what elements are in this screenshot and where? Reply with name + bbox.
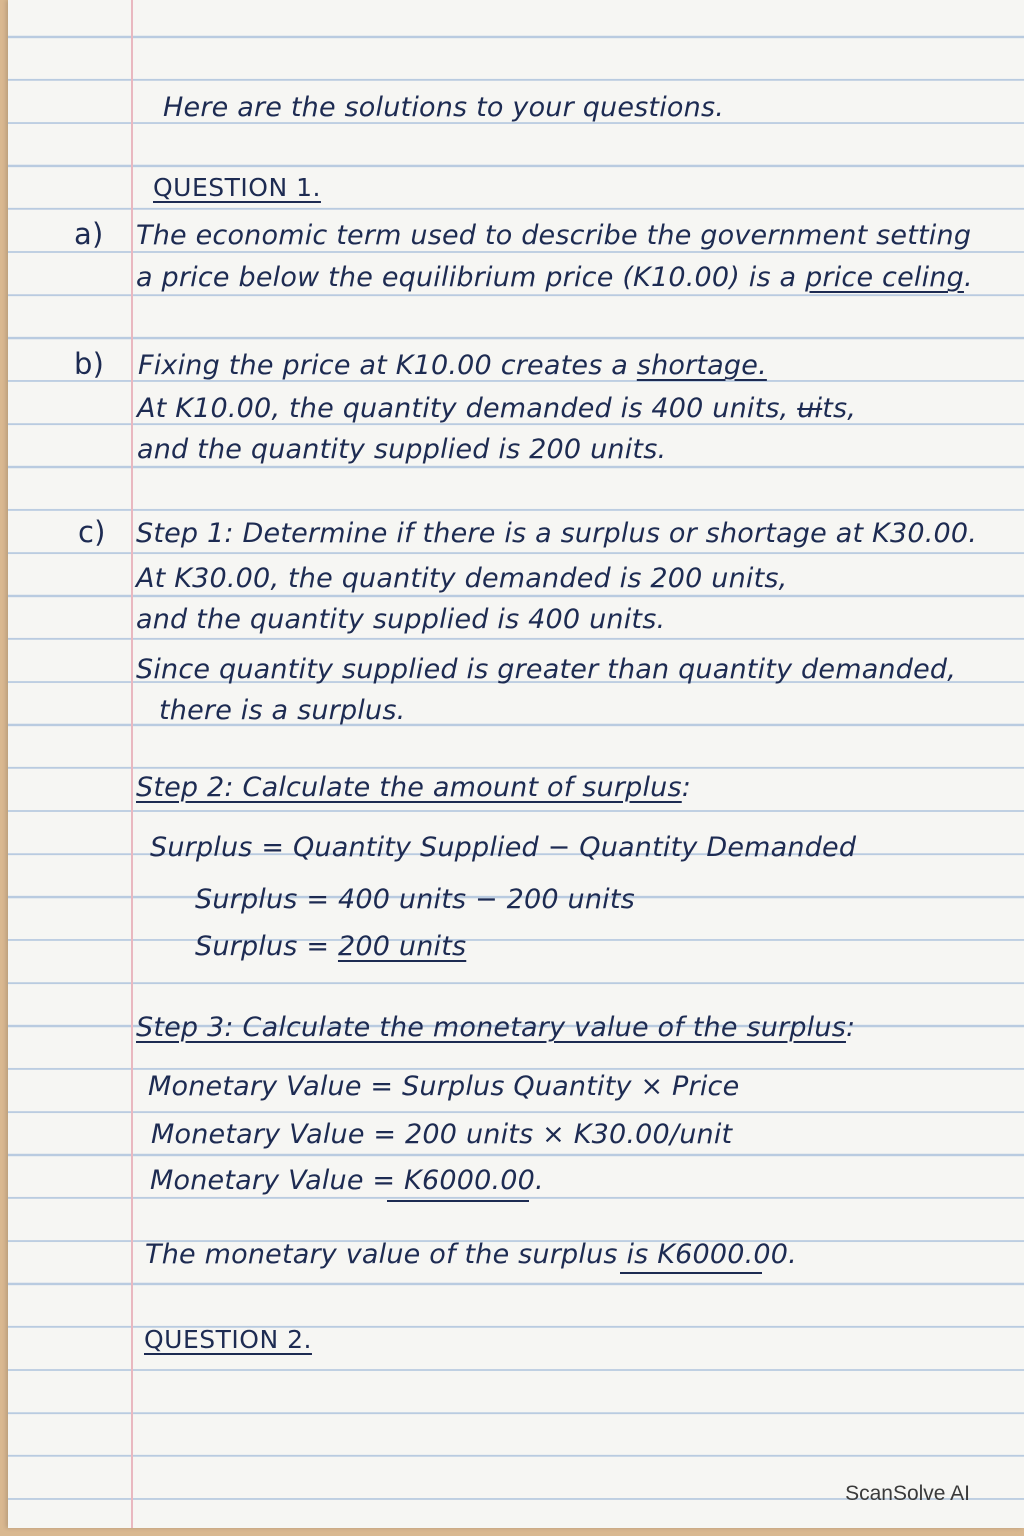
conclusion-underline	[620, 1272, 762, 1274]
step-1-line-5: there is a surplus.	[159, 695, 406, 726]
part-b-text: Fixing the price at K10.00 creates a	[138, 350, 637, 381]
step-2-title	[136, 772, 691, 804]
part-b-line-2-end: ts,	[822, 393, 857, 424]
shortage-term: shortage.	[636, 350, 767, 381]
part-b-line-1	[138, 350, 767, 382]
question-2-heading: QUESTION 2.	[144, 1325, 312, 1354]
step-3-equation-3	[150, 1165, 544, 1197]
part-b-line-3: and the quantity supplied is 200 units.	[137, 434, 667, 465]
conclusion	[145, 1239, 797, 1271]
monetary-value-result: K6000.00.	[404, 1165, 544, 1196]
step-1-line-4: Since quantity supplied is greater than quantity demanded,	[136, 654, 957, 685]
part-a-period: .	[963, 262, 973, 293]
conclusion-text: The monetary value of the surplus is	[145, 1239, 658, 1270]
part-a-text: a price below the equilibrium price (K10.00) is a	[136, 262, 806, 293]
step-1-line-2: At K30.00, the quantity demanded is 200 units,	[136, 563, 788, 594]
step-2-title-text: Step 2: Calculate the amount of surplus	[136, 772, 682, 803]
step-3-title	[136, 1012, 855, 1044]
crossed-out-letters: ui	[797, 393, 823, 424]
step-3-colon: :	[845, 1012, 856, 1043]
step-3-title-text: Step 3: Calculate the monetary value of the surplus	[136, 1012, 846, 1043]
price-ceiling-term: price celing	[805, 262, 964, 293]
step-3-equation-1: Monetary Value = Surplus Quantity × Price	[148, 1071, 740, 1102]
step-3-equation-2: Monetary Value = 200 units × K30.00/unit	[151, 1119, 733, 1150]
part-c-label: c)	[78, 515, 106, 549]
part-b-line-2-text: At K10.00, the quantity demanded is 400 units,	[137, 393, 798, 424]
step-2-equation-2: Surplus = 400 units − 200 units	[195, 884, 635, 915]
brand-watermark: ScanSolve AI	[845, 1482, 970, 1505]
part-a-label: a)	[74, 217, 104, 251]
conclusion-value: K6000.00.	[657, 1239, 797, 1270]
step-2-colon: :	[681, 772, 692, 803]
step-2-equation-3-text: Surplus =	[195, 931, 338, 962]
step-1-line-1: Step 1: Determine if there is a surplus or shortage at K30.00.	[136, 518, 978, 549]
margin-line	[131, 0, 133, 1528]
result-underline	[387, 1200, 529, 1202]
step-3-equation-3-text: Monetary Value =	[150, 1165, 405, 1196]
intro-text: Here are the solutions to your questions.	[163, 92, 724, 123]
part-a-line-2	[136, 262, 973, 294]
part-b-line-2	[137, 393, 856, 425]
step-2-equation-1: Surplus = Quantity Supplied − Quantity Demanded	[150, 832, 857, 863]
part-a-line-1: The economic term used to describe the government setting	[136, 220, 972, 251]
part-b-label: b)	[74, 347, 105, 381]
surplus-result: 200 units	[337, 931, 467, 962]
step-2-equation-3	[195, 931, 466, 963]
step-1-line-3: and the quantity supplied is 400 units.	[136, 604, 666, 635]
question-1-heading: QUESTION 1.	[153, 173, 321, 202]
